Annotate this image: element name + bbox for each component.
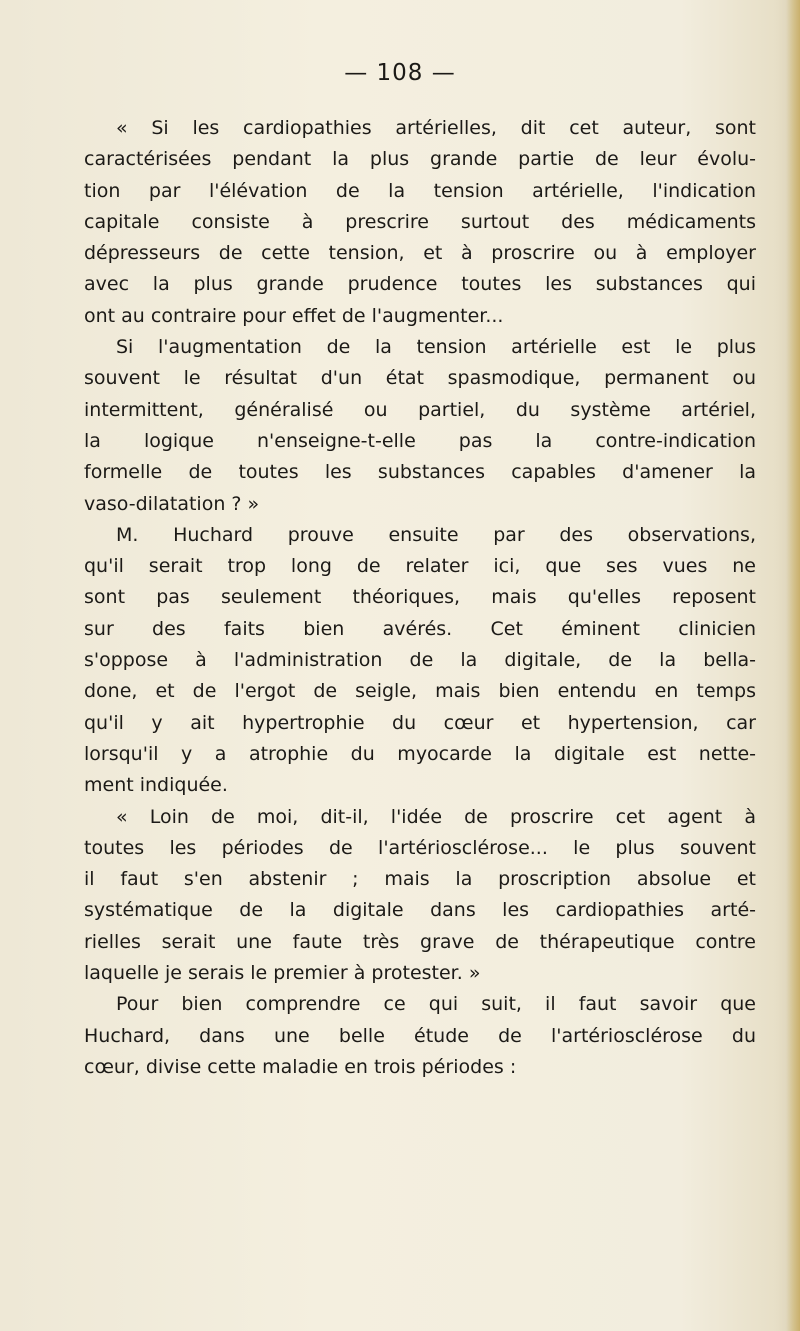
text-line: done, et de l'ergot de seigle, mais bien entendu en temps (84, 680, 756, 703)
text-line: souvent le résultat d'un état spasmodique, permanent ou (84, 367, 756, 390)
text-line: qu'il serait trop long de relater ici, que ses vues ne (84, 555, 756, 578)
text-line: laquelle je serais le premier à protester. » (84, 962, 481, 985)
text-line: s'oppose à l'administration de la digitale, de la bella- (84, 649, 756, 672)
text-line: avec la plus grande prudence toutes les substances qui (84, 273, 756, 296)
text-line: « Si les cardiopathies artérielles, dit cet auteur, sont (116, 117, 756, 139)
text-line: sont pas seulement théoriques, mais qu'elles reposent (84, 586, 756, 609)
text-line: M. Huchard prouve ensuite par des observations, (116, 523, 756, 546)
text-line: Si l'augmentation de la tension artérielle est le plus (116, 336, 756, 359)
text-line: capitale consiste à prescrire surtout des médicaments (84, 210, 756, 233)
page-edge-shadow (786, 0, 800, 1331)
text-line: sur des faits bien avérés. Cet éminent clinicien (84, 617, 756, 640)
text-line: formelle de toutes les substances capables d'amener la (84, 461, 756, 484)
text-line: dépresseurs de cette tension, et à proscrire ou à employer (84, 242, 756, 265)
text-line: lorsqu'il y a atrophie du myocarde la digitale est nette- (84, 742, 756, 765)
text-line: il faut s'en abstenir ; mais la proscription absolue et (84, 868, 756, 891)
text-line: cœur, divise cette maladie en trois périodes : (84, 1055, 517, 1078)
text-line: ment indiquée. (84, 774, 228, 797)
text-line: systématique de la digitale dans les cardiopathies arté- (84, 899, 756, 922)
text-line: rielles serait une faute très grave de thérapeutique contre (84, 930, 756, 953)
text-line: toutes les périodes de l'artériosclérose... le plus souvent (84, 836, 756, 859)
text-line: caractérisées pendant la plus grande partie de leur évolu- (84, 148, 756, 171)
text-line: vaso-dilatation ? » (84, 492, 260, 515)
text-line: la logique n'enseigne-t-elle pas la contre-indication (84, 429, 756, 452)
page-number: — 108 — (344, 60, 456, 86)
text-line: qu'il y ait hypertrophie du cœur et hypertension, car (84, 711, 756, 734)
text-line: tion par l'élévation de la tension artérielle, l'indication (84, 179, 756, 202)
text-line: « Loin de moi, dit-il, l'idée de proscrire cet agent à (116, 805, 756, 828)
text-line: Huchard, dans une belle étude de l'artériosclérose du (84, 1024, 756, 1047)
text-line: Pour bien comprendre ce qui suit, il faut savoir que (116, 993, 756, 1016)
body-text (84, 113, 756, 1083)
text-line: ont au contraire pour effet de l'augmenter... (84, 304, 504, 327)
text-line: intermittent, généralisé ou partiel, du système artériel, (84, 398, 756, 421)
